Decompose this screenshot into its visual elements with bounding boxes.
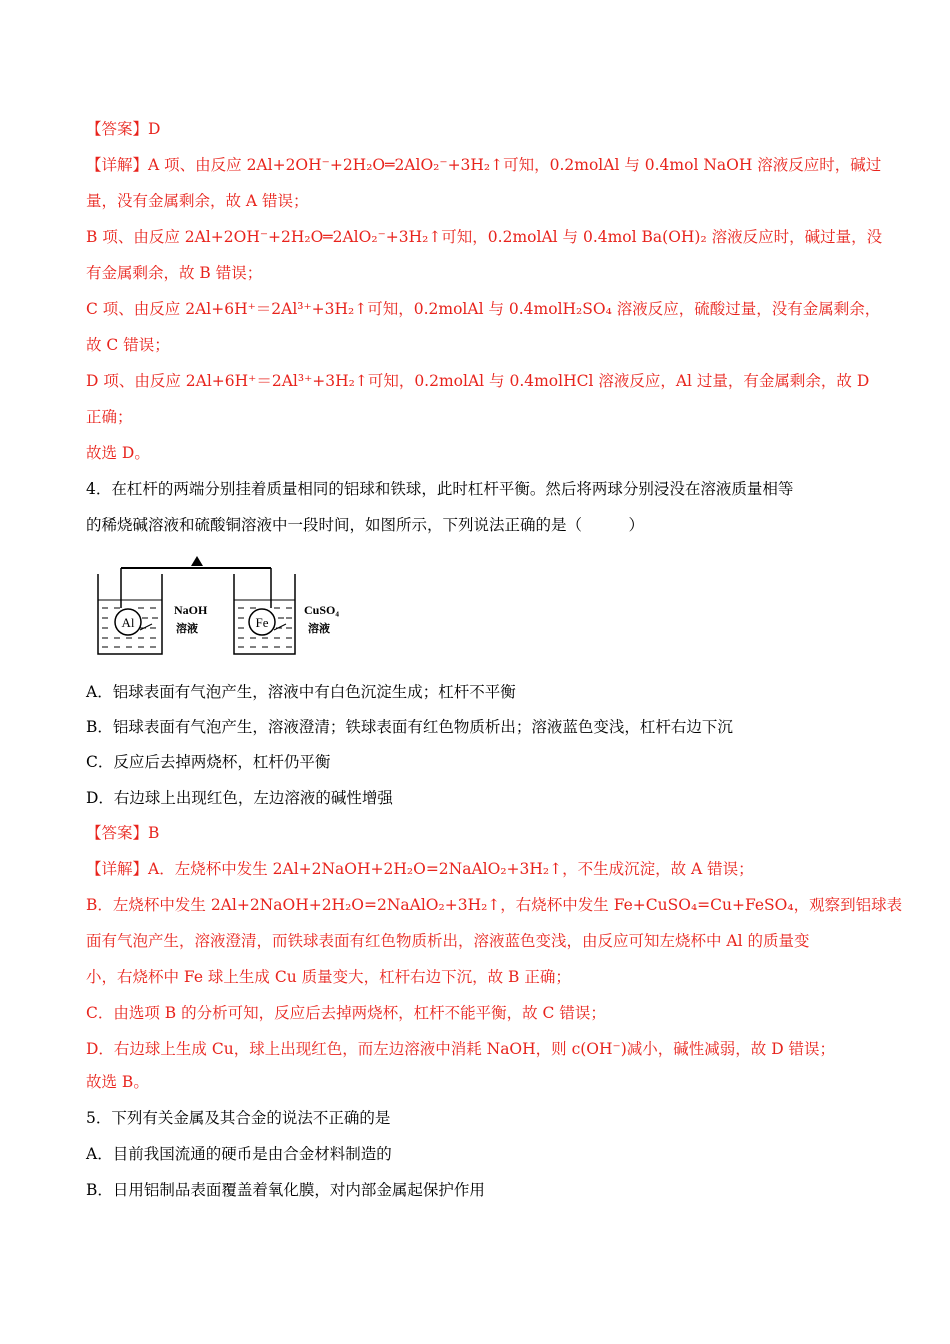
answer-label: 【答案】	[86, 824, 149, 842]
question-4-option-b: B．铝球表面有气泡产生，溶液澄清；铁球表面有红色物质析出；溶液蓝色变浅，杠杆右边下沉	[86, 718, 733, 736]
question-5-option-b: B．日用铝制品表面覆盖着氧化膜，对内部金属起保护作用	[86, 1181, 485, 1199]
question-4-option-d: D．右边球上出现红色，左边溶液的碱性增强	[86, 789, 393, 807]
detail-4-c-line: C．由选项 B 的分析可知，反应后去掉两烧杯，杠杆不能平衡，故 C 错误；	[86, 1004, 606, 1022]
detail-3-a-line-1: 【详解】A 项、由反应 2Al+2OH⁻+2H₂O═2AlO₂⁻+3H₂↑可知，0.2molAl 与 0.4mol NaOH 溶液反应时，碱过	[86, 156, 882, 174]
question-4-stem-line-1: 4．在杠杆的两端分别挂着质量相同的铝球和铁球，此时杠杆平衡。然后将两球分别浸没在溶液质量相等	[86, 480, 794, 498]
lever-beaker-diagram	[90, 552, 350, 662]
left-beaker	[98, 574, 162, 654]
detail-3-d-line-2: 正确；	[86, 408, 133, 426]
detail-3-c-line-2: 故 C 错误；	[86, 336, 170, 354]
question-4-option-c: C．反应后去掉两烧杯，杠杆仍平衡	[86, 753, 331, 771]
detail-3-c-line-1: C 项、由反应 2Al+6H⁺＝2Al³⁺+3H₂↑可知，0.2molAl 与 0.4molH₂SO₄ 溶液反应，硫酸过量，没有金属剩余，	[86, 300, 881, 318]
detail-4-b-line-2: 面有气泡产生，溶液澄清，而铁球表面有红色物质析出，溶液蓝色变浅，由反应可知左烧杯中 Al 的质量变	[86, 932, 810, 950]
detail-4-d-line: D．右边球上生成 Cu，球上出现红色，而左边溶液中消耗 NaOH，则 c(OH⁻)减小，碱性减弱，故 D 错误；	[86, 1040, 836, 1058]
question-4-stem-line-2: 的稀烧碱溶液和硫酸铜溶液中一段时间，如图所示，下列说法正确的是（ ）	[86, 516, 645, 534]
detail-label: 【详解】	[86, 860, 149, 878]
right-beaker	[234, 574, 295, 654]
iron-ball-label: Fe	[255, 615, 269, 630]
naoh-solution-label: 溶液	[176, 622, 198, 635]
naoh-label: NaOH	[174, 603, 208, 617]
answer-value: D	[148, 120, 161, 138]
detail-3-b-line-1: B 项、由反应 2Al+2OH⁻+2H₂O═2AlO₂⁻+3H₂↑可知，0.2molAl 与 0.4mol Ba(OH)₂ 溶液反应时，碱过量，没	[86, 228, 883, 246]
cuso4-solution-label: 溶液	[308, 622, 330, 635]
detail-4-a-line: 【详解】A．左烧杯中发生 2Al+2NaOH+2H₂O=2NaAlO₂+3H₂↑，不生成沉淀，故 A 错误；	[86, 860, 754, 878]
question-5-option-a: A．目前我国流通的硬币是由合金材料制造的	[86, 1145, 392, 1163]
answer-4	[86, 823, 876, 843]
fulcrum-icon	[191, 556, 203, 566]
question-5-stem: 5．下列有关金属及其合金的说法不正确的是	[86, 1109, 391, 1127]
detail-3-d-line-1: D 项、由反应 2Al+6H⁺＝2Al³⁺+3H₂↑可知，0.2molAl 与 0.4molHCl 溶液反应，Al 过量，有金属剩余，故 D	[86, 372, 870, 390]
detail-4-b-line-1: B．左烧杯中发生 2Al+2NaOH+2H₂O=2NaAlO₂+3H₂↑，右烧杯中发生 Fe+CuSO₄=Cu+FeSO₄，观察到铝球表	[86, 896, 903, 914]
detail-3-a-line-2: 量，没有金属剩余，故 A 错误；	[86, 192, 309, 210]
answer-value: B	[148, 824, 160, 842]
detail-3-b-line-2: 有金属剩余，故 B 错误；	[86, 264, 263, 282]
cuso4-label: CuSO₄	[304, 603, 339, 617]
detail-4-conclusion: 故选 B。	[86, 1073, 149, 1091]
answer-label: 【答案】	[86, 120, 149, 138]
detail-4-b-line-3: 小，右烧杯中 Fe 球上生成 Cu 质量变大，杠杆右边下沉，故 B 正确；	[86, 968, 571, 986]
question-4-option-a: A．铝球表面有气泡产生，溶液中有白色沉淀生成；杠杆不平衡	[86, 683, 516, 701]
aluminum-ball-label: Al	[121, 615, 135, 630]
answer-3	[86, 119, 876, 139]
detail-3-conclusion: 故选 D。	[86, 444, 150, 462]
detail-label: 【详解】	[86, 156, 149, 174]
